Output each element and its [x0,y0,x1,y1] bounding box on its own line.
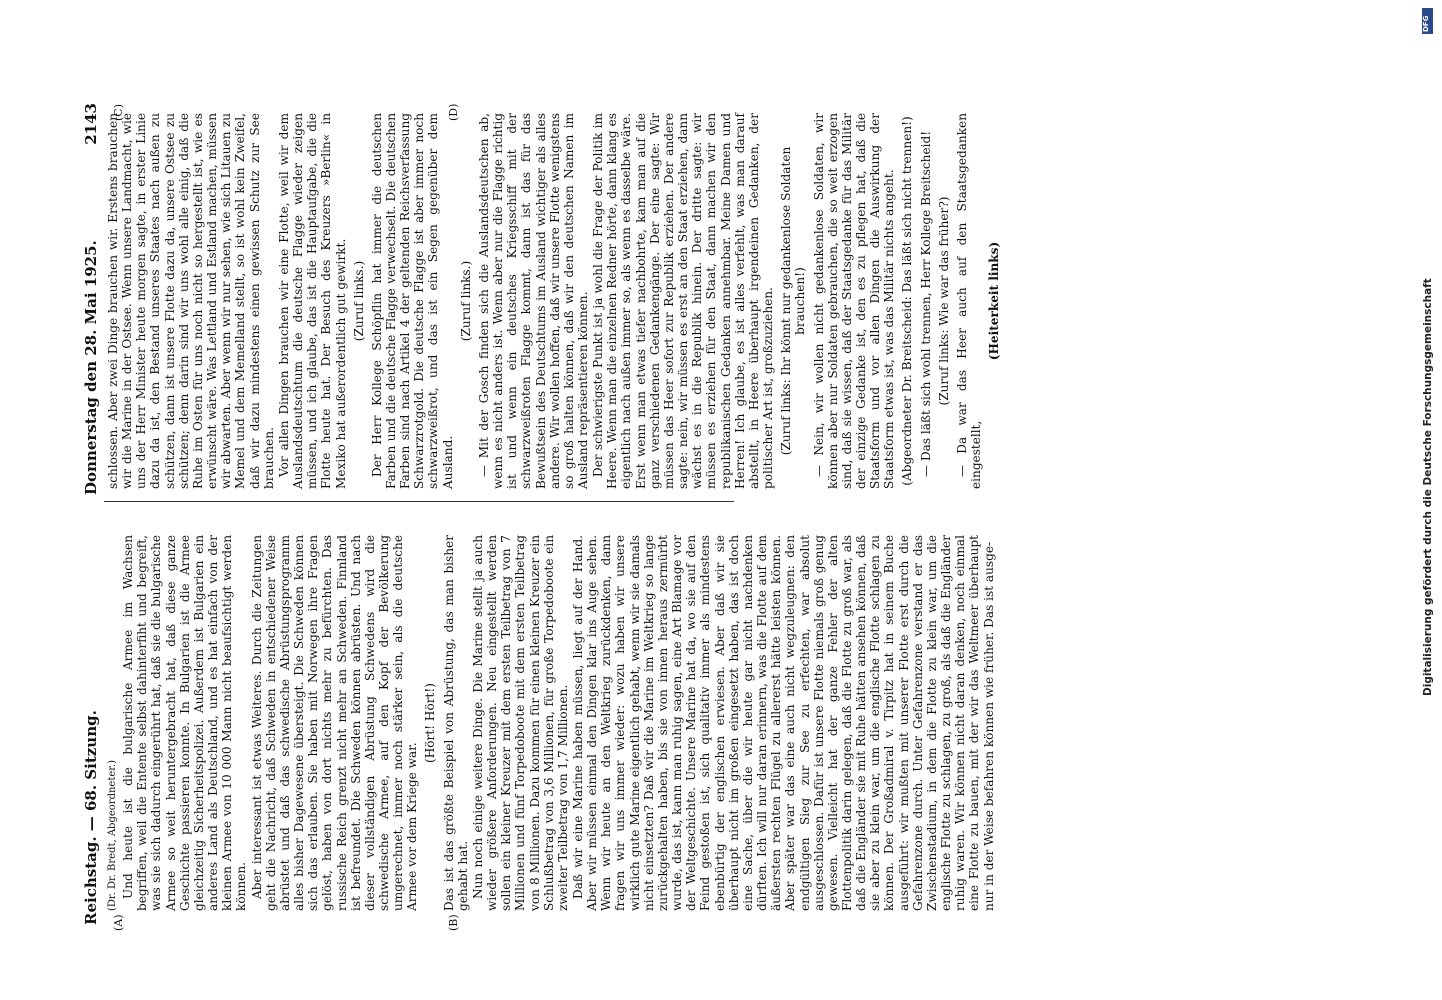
paragraph: Der Herr Kollege Schöpflin hat immer die deutschen Farben und die deutsche Flagge verwechselt. Die deutschen Farben sind nach Artikel 4 der geltenden Reichsverfassung Schwarzrotgold. Die deutsche Flagge ist aber immer noch schwarzweißrot, und das ist ein Segen gegenüber dem Ausland. [369,113,455,489]
paragraph: Und heute ist die bulgarische Armee im Wachsen begriffen, weil die Entente selbst dahinterfiht und begreift, was sie sich dadurch eingerührt hat, daß sie die bulgarische Armee so weit heruntergebracht hat, daß diese ganze Geschichte passieren konnte. In Bulgarien ist die Armee gleichzeitig Sicherheitspolizei. Außerdem ist Bulgarien ein anderes Land als Deutschland, und es hat einfach von der kleinen Armee von 10 000 Mann nicht beaufsichtigt werden können. [121,535,249,911]
paragraph: — Das läßt sich wohl trennen, Herr Kollege Breitscheid! [918,130,933,477]
margin-mark-d: (D) [447,103,460,121]
margin-mark-b: (B) [447,914,460,931]
digitization-note [1420,6,1442,706]
paragraph: schlossen. Aber zwei Dinge brauchen wir. Erstens brauchen wir die Marine in der Ostsee. Wenn unsere Landmacht, wie uns der Herr Minister heute morgen sagte, in erster Linie dazu da ist, den Bestand unseres Staates nach außen zu schützen, dann ist unsere Flotte dazu da, unsere Ostsee zu schützen; denn darin sind wir uns wohl alle einig, daß die Ruhe im Osten für uns noch nicht so hergestellt ist, wie es erwünscht wäre. Was Lettland und Estland machen, müssen wir abwarten. Aber wenn wir nur sehen, wie sich Litauen zu Memel und dem Memelland stellt, so ist wohl kein Zweifel, daß wir dazu mindestens einen gewissen Schutz zur See brauchen. [106,113,276,489]
interjection: (Zuruf links.) [351,260,366,342]
interjection: (Heiterkeit links) [987,241,1002,361]
running-header-left: Reichstag. — 68. Sitzung. [82,710,100,925]
interjection: (Abgeordneter Dr. Breitscheid: Das läßt sich nicht trennen!) [900,116,915,486]
page-number: 2143 [82,103,100,145]
paragraph: — Da war das Heer auch auf den Staatsgedanken eingestellt, [954,113,984,489]
speaker-label: (Dr. Dr. Bredt, Abgeordneter.) [107,759,118,911]
rotated-newspaper-page [82,95,1002,935]
paragraph: — Mit der Gosch finden sich die Auslandsdeutschen ab, wenn es nicht anders ist. Wenn aber nur die Flagge richtig ist und wenn ein deutsches Kriegsschiff mit der schwarzweißroten Flagge kommt, dann ist das für das Bewußtsein des Deutschtums im Ausland wichtiger als alles andere. Wir wollen hoffen, daß wir unsere Flotte wenigstens so groß halten können, daß wir den deutschen Namen im Ausland repräsentieren können. [476,113,590,489]
paragraph: Das ist das größte Beispiel von Abrüstung, das man bisher gehabt hat. [441,535,470,911]
paragraph: Der schwierigste Punkt ist ja wohl die Frage der Politik im Heere. Wenn man die einzelnen Redner hörte, dann klang es eigentlich nach außen immer so, als wenn es dasselbe wäre. Erst wenn man etwas tiefer nachbohrte, kam man auf die ganz verschiedenen Gedankengänge. Der eine sagte: Wir müssen das Heer sofort zur Republik erziehen. Der andere sagte: nein, wir müssen es erst an den Staat erziehen, dann wächst es in die Republik hinein. Der dritte sagte: wir müssen es erziehen für den Staat, dann machen wir den republikanischen Gedanken annehmbar. Meine Damen und Herren! Ich glaube, es ist alles verfehlt, was man darauf abstellt, in Heere überhaupt irgendeinen Gedanken, der politischer Art ist, großzuziehen. [591,113,776,489]
paragraph: Aber interessant ist etwas Weiteres. Durch die Zeitungen geht die Nachricht, daß Schweden in entschiedener Weise abrüstet und daß das schwedische Abrüstungsprogramm alles bisher Dagewesene übersteigt. Die Schweden können sich das erlauben. Sie haben mit Norwegen ihre Fragen gelöst, haben von dort nichts mehr zu befürchten. Das russische Reich grenzt nicht mehr an Schweden. Finnland ist befreundet. Die Schweden können abrüsten. Und nach dieser vollständigen Abrüstung Schwedens wird die schwedische Armee, auf den Kopf der Bevölkerung umgerechnet, immer noch stärker sein, als die deutsche Armee vor dem Kriege war. [249,535,420,911]
interjection: (Zuruf links: Ihr könnt nur gedankenlose Soldaten brauchen!) [779,146,808,456]
paragraph: — Nein, wir wollen nicht gedankenlose Soldaten, wir können aber nur Soldaten gebrauchen, die so weit erzogen sind, daß sie wissen, daß der Staatsgedanke für das Militär der einzige Gedanke ist, den es zu pflegen hat, daß die Staatsform und vor allen Dingen die Auswirkung der Staatsform etwas ist, was das Militär nichts angeht. [811,113,897,489]
left-text-column [106,535,996,911]
interjection: (Zuruf links: Wie war das früher?) [936,196,951,406]
interjection: (Hört! Hört!) [423,683,438,763]
paragraph: Daß wir eine Marine haben müssen, liegt auf der Hand. Aber wir müssen einmal den Dingen klar ins Auge sehen. Wenn wir heute an den Weltkrieg zurückdenken, dann fragen wir uns immer wieder: wozu haben wir unsere wirklich gute Marine eigentlich gehabt, wenn wir sie damals nicht einsetzten? Daß wir die Marine im Weltkrieg so lange zurückgehalten haben, bis sie von innen heraus zermürbt wurde, das ist, kann man ruhig sagen, eine Art Blamage vor der Weltgeschichte. Unsere Marine hat da, wo sie auf den Feind gestoßen ist, sich qualitativ immer als mindestens ebenbürtig der englischen erwiesen. Aber daß wir sie überhaupt nicht im großen eingesetzt haben, das ist doch eine Sache, über die wir heute gar nicht nachdenken dürften. Ich will nur daran erinnern, was die Flotte auf dem äußersten rechten Flügel zu allererst hätte leisten können. Aber später war das eine auch nicht wegzuleugnen: den endgültigen Sieg zur See zu erfechten, war absolut ausgeschlossen. Dafür ist unsere Flotte niemals groß genug gewesen. Vielleicht hat der ganze Fehler der alten Flottenpolitik darin gelegen, daß die Flotte zu groß war, als daß die Engländer sie mit Ruhe hätten ansehen können, daß sie aber zu klein war, um die englische Flotte schlagen zu können. Der Großadmiral v. Tirpitz hat in seinem Buche ausgeführt: wir mußten mit unserer Flotte erst durch die Gefahrenzone durch. Unter Gefahrenzone verstand er das Zwischenstadium, in dem die Flotte zu klein war, um die englische Flotte zu schlagen, zu groß, als daß die Engländer ruhig waren. Wir können nicht daran denken, noch einmal eine Flotte zu bauen, mit der wir das Weltmeer überhaupt nur in der Weise befahren können wie früher. Das ist ausge- [571,535,996,911]
dfg-logo [1422,8,1433,34]
column-divider [104,501,734,502]
margin-mark-a: (A) [112,914,125,931]
paragraph: Vor allen Dingen brauchen wir eine Flotte, weil wir dem Auslandsdeutschtum die deutsche Flagge wieder zeigen müssen, und ich glaube, das ist die Hauptaufgabe, die die Flotte heute hat. Der Besuch des Kreuzers »Berlin« in Mexiko hat außerordentlich gut gewirkt. [276,113,348,489]
margin-mark-c: (C) [112,104,125,121]
running-header-date: Donnerstag den 28. Mai 1925. [82,240,100,495]
dfg-logo-text: DFG [1422,15,1430,32]
interjection: (Zuruf links.) [458,260,473,342]
right-text-column [106,113,1002,489]
digitization-note-text: Digitalisierung gefördert durch die Deutsche Forschungsgemeinschaft [1422,278,1434,696]
paragraph: Nun noch einige weitere Dinge. Die Marine stellt ja auch wieder größere Anforderungen. Neu eingestellt werden sollen ein kleiner Kreuzer mit dem ersten Teilbetrag von 7 Millionen und fünf Torpedoboote mit dem ersten Teilbetrag von 8 Millionen. Dazu kommen für einen kleinen Kreuzer ein Schlußbetrag von 3,6 Millionen, für große Torpedoboote ein zweiter Teilbetrag von 1,7 Millionen. [470,535,570,911]
